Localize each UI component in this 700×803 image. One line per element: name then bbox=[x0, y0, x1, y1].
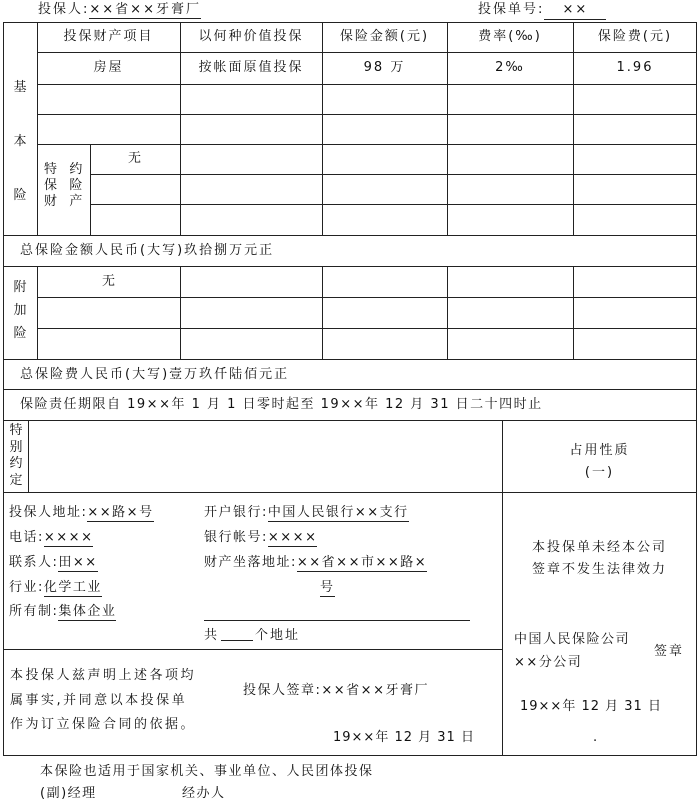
notice-line-1: 本投保单未经本公司 bbox=[531, 540, 667, 555]
col-header-amount: 保险金额(元) bbox=[339, 29, 430, 44]
address-label: 投保人地址: bbox=[9, 505, 88, 520]
grid-line bbox=[180, 22, 181, 235]
grid-line bbox=[37, 144, 697, 145]
contact-field bbox=[9, 555, 98, 571]
grid-line bbox=[322, 22, 323, 235]
count-input[interactable] bbox=[221, 628, 253, 641]
grid-line bbox=[90, 204, 697, 205]
grid-line bbox=[447, 266, 448, 359]
special-terms-char: 约 bbox=[9, 456, 23, 471]
grid-line bbox=[3, 492, 697, 493]
industry-field bbox=[9, 580, 102, 596]
account-label: 银行帐号: bbox=[204, 530, 268, 545]
declaration-line-3: 作为订立保险合同的依据。 bbox=[10, 717, 197, 732]
notice-line-2: 签章不发生法律效力 bbox=[531, 562, 667, 577]
additional-label-1: 附 bbox=[13, 280, 27, 295]
grid-line bbox=[90, 144, 91, 235]
total-premium: 总保险费人民币(大写)壹万玖仟陆佰元正 bbox=[20, 367, 290, 382]
grid-line bbox=[3, 235, 697, 236]
address-value: ××路×号 bbox=[87, 505, 154, 520]
special-char: 产 bbox=[69, 194, 83, 209]
bank-label: 开户银行: bbox=[204, 505, 268, 520]
ownership-label: 所有制: bbox=[9, 604, 59, 619]
applicant-value: ××省××牙膏厂 bbox=[89, 2, 201, 17]
cell-item: 房屋 bbox=[93, 60, 124, 75]
count-suffix: 个地址 bbox=[255, 628, 301, 643]
location-value-2: 号 bbox=[320, 580, 336, 595]
total-amount: 总保险金额人民币(大写)玖拾捌万元正 bbox=[20, 243, 275, 258]
special-terms-label bbox=[6, 423, 26, 489]
grid-line bbox=[37, 114, 697, 115]
basic-label-2: 本 bbox=[13, 134, 27, 149]
applicant-label: 投保人: bbox=[38, 2, 90, 17]
signature-label: 投保人签章: bbox=[243, 683, 322, 698]
ownership-field bbox=[9, 604, 116, 620]
insurance-period: 保险责任期限自 19××年 1 月 1 日零时起至 19××年 12 月 31 日二十四时止 bbox=[20, 397, 543, 412]
special-char: 特 bbox=[44, 162, 58, 177]
account-field bbox=[204, 530, 317, 546]
applicant-signature bbox=[243, 683, 429, 699]
special-char: 保 bbox=[44, 178, 58, 193]
grid-line bbox=[3, 420, 697, 421]
grid-line bbox=[447, 22, 448, 235]
grid-line bbox=[90, 174, 697, 175]
col-header-item: 投保财产项目 bbox=[63, 29, 154, 44]
phone-field bbox=[9, 530, 93, 546]
grid-line bbox=[573, 266, 574, 359]
cell-premium: 1.96 bbox=[616, 60, 654, 75]
cell-amount: 98 万 bbox=[363, 60, 406, 75]
address-count-field bbox=[204, 628, 300, 644]
occupancy-value: (一) bbox=[584, 465, 615, 480]
location-field-cont bbox=[320, 580, 335, 596]
contact-value: 田×× bbox=[58, 555, 98, 570]
industry-value: 化学工业 bbox=[43, 580, 102, 595]
ownership-value: 集体企业 bbox=[58, 604, 117, 619]
location-value: ××省××市××路× bbox=[296, 555, 428, 570]
special-terms-char: 定 bbox=[9, 472, 23, 488]
phone-value: ×××× bbox=[43, 530, 94, 545]
grid-line bbox=[322, 266, 323, 359]
cell-rate: 2‰ bbox=[495, 60, 525, 75]
bank-field bbox=[204, 505, 409, 521]
notice-dot: . bbox=[593, 730, 600, 745]
blank-address-line bbox=[204, 620, 470, 621]
count-prefix: 共 bbox=[204, 628, 220, 643]
company-date: 19××年 12 月 31 日 bbox=[520, 699, 662, 714]
special-char: 险 bbox=[69, 178, 83, 193]
contact-label: 联系人: bbox=[9, 555, 59, 570]
policy-number-value: ×× bbox=[544, 2, 606, 20]
special-terms-char: 特 bbox=[9, 423, 23, 438]
additional-label-3: 险 bbox=[13, 326, 27, 341]
col-header-premium: 保险费(元) bbox=[597, 29, 673, 44]
bank-value: 中国人民银行××支行 bbox=[267, 505, 409, 520]
grid-line bbox=[3, 389, 697, 390]
special-property-label bbox=[44, 162, 88, 210]
declaration-line-2: 属事实,并同意以本投保单 bbox=[10, 693, 188, 708]
grid-line bbox=[3, 359, 697, 360]
special-char: 财 bbox=[44, 194, 58, 209]
col-header-rate: 费率(‰) bbox=[478, 29, 542, 44]
company-line-2: ××分公司 bbox=[514, 655, 583, 670]
declaration-date: 19××年 12 月 31 日 bbox=[333, 730, 475, 745]
special-char: 约 bbox=[69, 162, 83, 177]
grid-line bbox=[28, 420, 29, 492]
cell-basis: 按帐面原值投保 bbox=[198, 60, 304, 75]
address-field bbox=[9, 505, 154, 521]
additional-value: 无 bbox=[102, 274, 118, 289]
applicant-field bbox=[38, 2, 201, 18]
phone-label: 电话: bbox=[9, 530, 44, 545]
location-label: 财产坐落地址: bbox=[204, 555, 297, 570]
policy-number-label: 投保单号: bbox=[478, 2, 545, 17]
grid-line bbox=[573, 22, 574, 235]
company-seal-label: 签章 bbox=[654, 644, 685, 659]
occupancy-label: 占用性质 bbox=[569, 443, 630, 458]
col-header-basis: 以何种价值投保 bbox=[198, 29, 304, 44]
special-property-value: 无 bbox=[128, 151, 144, 166]
footer-note: 本保险也适用于国家机关、事业单位、人民团体投保 bbox=[40, 764, 374, 779]
grid-line bbox=[3, 649, 502, 650]
footer-handler: 经办人 bbox=[182, 786, 226, 801]
policy-number-field bbox=[478, 2, 606, 20]
basic-label-3: 险 bbox=[13, 188, 27, 203]
signature-value: ××省××牙膏厂 bbox=[321, 683, 429, 698]
industry-label: 行业: bbox=[9, 580, 44, 595]
grid-line bbox=[37, 84, 697, 85]
grid-line bbox=[3, 266, 697, 267]
basic-label-1: 基 bbox=[13, 80, 27, 95]
grid-line bbox=[37, 22, 38, 235]
footer-manager: (副)经理 bbox=[40, 786, 97, 801]
special-terms-char: 别 bbox=[9, 439, 23, 455]
grid-line bbox=[37, 328, 697, 329]
grid-line bbox=[37, 266, 38, 359]
grid-line bbox=[37, 297, 697, 298]
grid-line bbox=[180, 266, 181, 359]
special-terms-input[interactable] bbox=[30, 422, 500, 490]
additional-label-2: 加 bbox=[13, 303, 27, 318]
declaration-line-1: 本投保人兹声明上述各项均 bbox=[10, 668, 197, 683]
company-line-1: 中国人民保险公司 bbox=[514, 632, 631, 647]
location-field bbox=[204, 555, 427, 571]
account-value: ×××× bbox=[267, 530, 318, 545]
grid-line bbox=[37, 52, 697, 53]
